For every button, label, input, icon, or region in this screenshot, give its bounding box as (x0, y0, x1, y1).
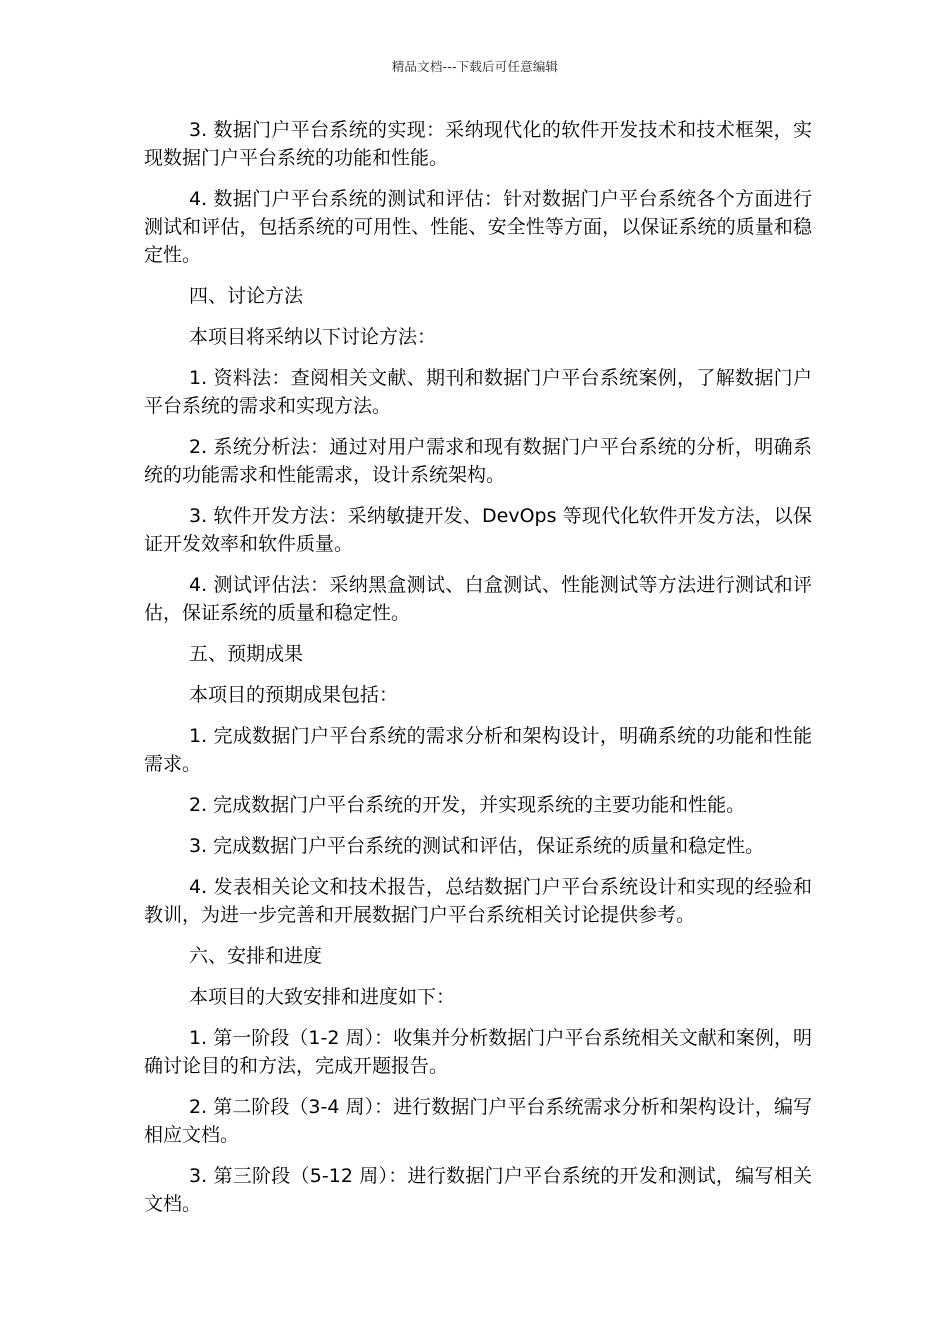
paragraph-method-literature: 1. 资料法：查阅相关文献、期刊和数据门户平台系统案例，了解数据门户平台系统的需求和实现方法。 (144, 367, 812, 417)
paragraph-schedule-phase-3: 3. 第三阶段（5-12 周）：进行数据门户平台系统的开发和测试，编写相关文档。 (144, 1165, 812, 1215)
section-heading-expected-results: 五、预期成果 (189, 643, 304, 665)
paragraph-method-system-analysis: 2. 系统分析法：通过对用户需求和现有数据门户平台系统的分析，明确系统的功能需求和性能需求，设计系统架构。 (144, 436, 812, 486)
paragraph-result-3: 3. 完成数据门户平台系统的测试和评估，保证系统的质量和稳定性。 (189, 835, 765, 857)
paragraph-schedule-phase-2: 2. 第二阶段（3-4 周）：进行数据门户平台系统需求分析和架构设计，编写相应文档。 (144, 1096, 812, 1146)
paragraph-method-test-eval: 4. 测试评估法：采纳黑盒测试、白盒测试、性能测试等方法进行测试和评估，保证系统的质量和稳定性。 (144, 574, 812, 624)
paragraph-result-2: 2. 完成数据门户平台系统的开发，并实现系统的主要功能和性能。 (189, 794, 746, 816)
page-header: 精品文档---下载后可任意编辑 (391, 59, 559, 74)
paragraph-methods-intro: 本项目将采纳以下讨论方法： (189, 326, 437, 348)
paragraph-results-intro: 本项目的预期成果包括： (189, 684, 399, 706)
paragraph-result-1: 1. 完成数据门户平台系统的需求分析和架构设计，明确系统的功能和性能需求。 (144, 725, 812, 775)
paragraph-schedule-intro: 本项目的大致安排和进度如下： (189, 986, 456, 1008)
paragraph-item-3-implementation: 3. 数据门户平台系统的实现：采纳现代化的软件开发技术和技术框架，实现数据门户平台系统的功能和性能。 (144, 119, 812, 169)
document-body (144, 116, 812, 1231)
paragraph-method-software-dev: 3. 软件开发方法：采纳敏捷开发、DevOps 等现代化软件开发方法，以保证开发效率和软件质量。 (144, 505, 812, 555)
paragraph-result-4: 4. 发表相关论文和技术报告，总结数据门户平台系统设计和实现的经验和教训，为进一步完善和开展数据门户平台系统相关讨论提供参考。 (144, 876, 812, 926)
section-heading-schedule: 六、安排和进度 (189, 945, 323, 967)
paragraph-item-4-testing: 4. 数据门户平台系统的测试和评估：针对数据门户平台系统各个方面进行测试和评估，包括系统的可用性、性能、安全性等方面，以保证系统的质量和稳定性。 (144, 188, 812, 266)
section-heading-research-methods: 四、讨论方法 (189, 285, 304, 307)
paragraph-schedule-phase-1: 1. 第一阶段（1-2 周）：收集并分析数据门户平台系统相关文献和案例，明确讨论目的和方法，完成开题报告。 (144, 1027, 812, 1077)
